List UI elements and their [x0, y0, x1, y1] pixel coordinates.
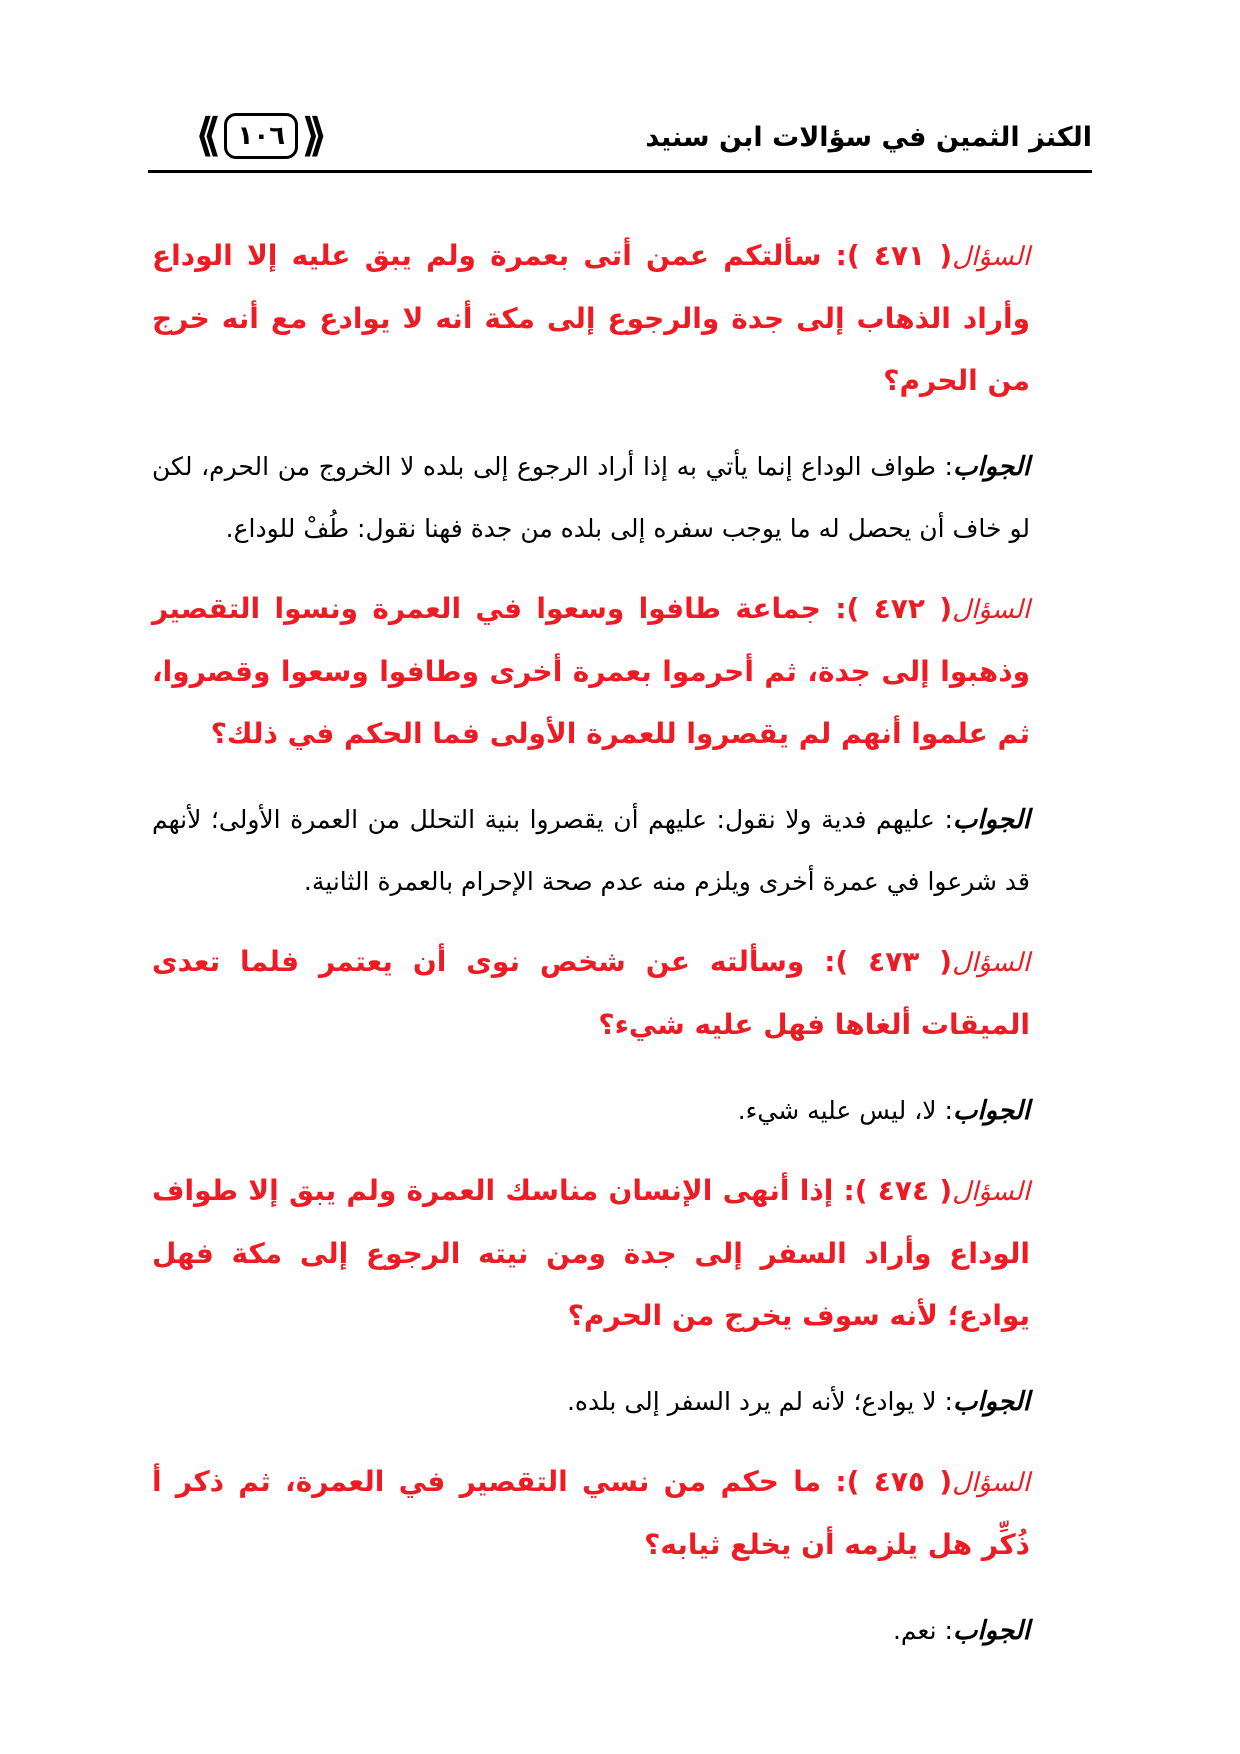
book-title: الكنز الثمين في سؤالات ابن سنيد [645, 122, 1092, 153]
answer-text: لا، ليس عليه شيء. [737, 1096, 937, 1125]
question-paragraph: السؤال( ٤٧٤ ): إذا أنهى الإنسان مناسك العمرة ولم يبق إلا طواف الوداع وأراد السفر إلى جدة ومن نيته الرجوع إلى مكة فهل يوادع؛ لأنه سوف يخرج من الحرم؟ [152, 1174, 1031, 1332]
answer-paragraph: الجواب: لا يوادع؛ لأنه لم يرد السفر إلى بلده. [566, 1387, 1030, 1417]
question-number: ( ٤٧٤ ) [854, 1174, 953, 1207]
page-body [152, 225, 1092, 1680]
question-text: ما حكم من نسي التقصير في العمرة، ثم ذكر أ ذُكِّر هل يلزمه أن يخلع ثيابه؟ [152, 1465, 1030, 1561]
answer-paragraph: الجواب: نعم. [892, 1616, 1030, 1646]
question-text: سألتكم عمن أتى بعمرة ولم يبق عليه إلا الوداع وأراد الذهاب إلى جدة والرجوع إلى مكة أنه لا يوادع مع أنه خرج من الحرم؟ [152, 239, 1030, 397]
question-number: ( ٤٧٢ ) [846, 592, 953, 625]
answer-text: عليهم فدية ولا نقول: عليهم أن يقصروا بنية التحلل من العمرة الأولى؛ لأنهم قد شرعوا في عمرة أخرى ويلزم منه عدم صحة الإحرام بالعمرة الثانية. [152, 805, 1030, 896]
question-label: السؤال [952, 1177, 1031, 1207]
header-divider [148, 170, 1092, 173]
question-label: السؤال [952, 595, 1031, 625]
question-paragraph: السؤال( ٤٧٥ ): ما حكم من نسي التقصير في العمرة، ثم ذكر أ ذُكِّر هل يلزمه أن يخلع ثيابه؟ [152, 1465, 1031, 1561]
answer-label: الجواب [952, 1387, 1030, 1417]
question-paragraph: السؤال( ٤٧٢ ): جماعة طافوا وسعوا في العمرة ونسوا التقصير وذهبوا إلى جدة، ثم أحرموا بعمرة أخرى وطافوا وسعوا وقصروا، ثم علموا أنهم لم يقصروا للعمرة الأولى فما الحكم في ذلك؟ [152, 592, 1031, 750]
answer-text: نعم. [892, 1616, 937, 1645]
question-number: ( ٤٧١ ) [846, 239, 953, 272]
question-label: السؤال [952, 242, 1031, 272]
question-label: السؤال [952, 1468, 1031, 1498]
right-bracket-ornament: ⟫ [302, 110, 327, 161]
question-number: ( ٤٧٣ ) [835, 945, 953, 978]
page-number-frame [196, 112, 327, 160]
page-number: ١٠٦ [224, 113, 298, 159]
page-header [148, 108, 1092, 172]
question-label: السؤال [952, 948, 1030, 978]
question-number: ( ٤٧٥ ) [846, 1465, 953, 1498]
answer-paragraph: الجواب: لا، ليس عليه شيء. [737, 1096, 1030, 1126]
question-text: إذا أنهى الإنسان مناسك العمرة ولم يبق إلا طواف الوداع وأراد السفر إلى جدة ومن نيته الرجوع إلى مكة فهل يوادع؛ لأنه سوف يخرج من الحرم؟ [152, 1174, 1030, 1332]
answer-paragraph: الجواب: طواف الوداع إنما يأتي به إذا أراد الرجوع إلى بلده لا الخروج من الحرم، لكن لو خاف أن يحصل له ما يوجب سفره إلى بلده من جدة فهنا نقول: طُفْ للوداع. [152, 452, 1031, 543]
left-bracket-ornament: ⟪ [196, 110, 221, 161]
answer-text: طواف الوداع إنما يأتي به إذا أراد الرجوع إلى بلده لا الخروج من الحرم، لكن لو خاف أن يحصل له ما يوجب سفره إلى بلده من جدة فهنا نقول: طُفْ للوداع. [152, 452, 1030, 543]
answer-text: لا يوادع؛ لأنه لم يرد السفر إلى بلده. [566, 1387, 937, 1416]
answer-label: الجواب [952, 1096, 1030, 1126]
answer-label: الجواب [952, 805, 1030, 835]
answer-paragraph: الجواب: عليهم فدية ولا نقول: عليهم أن يقصروا بنية التحلل من العمرة الأولى؛ لأنهم قد شرعوا في عمرة أخرى ويلزم منه عدم صحة الإحرام بالعمرة الثانية. [152, 805, 1030, 896]
question-text: جماعة طافوا وسعوا في العمرة ونسوا التقصير وذهبوا إلى جدة، ثم أحرموا بعمرة أخرى وطافوا وسعوا وقصروا، ثم علموا أنهم لم يقصروا للعمرة الأولى فما الحكم في ذلك؟ [152, 592, 1030, 750]
question-paragraph: السؤال( ٤٧٣ ): وسألته عن شخص نوى أن يعتمر فلما تعدى الميقات ألغاها فهل عليه شيء؟ [152, 945, 1030, 1041]
question-text: وسألته عن شخص نوى أن يعتمر فلما تعدى الميقات ألغاها فهل عليه شيء؟ [152, 945, 1030, 1041]
answer-label: الجواب [952, 1616, 1030, 1646]
question-paragraph: السؤال( ٤٧١ ): سألتكم عمن أتى بعمرة ولم يبق عليه إلا الوداع وأراد الذهاب إلى جدة والرجوع إلى مكة أنه لا يوادع مع أنه خرج من الحرم؟ [152, 239, 1031, 397]
answer-label: الجواب [952, 452, 1031, 482]
